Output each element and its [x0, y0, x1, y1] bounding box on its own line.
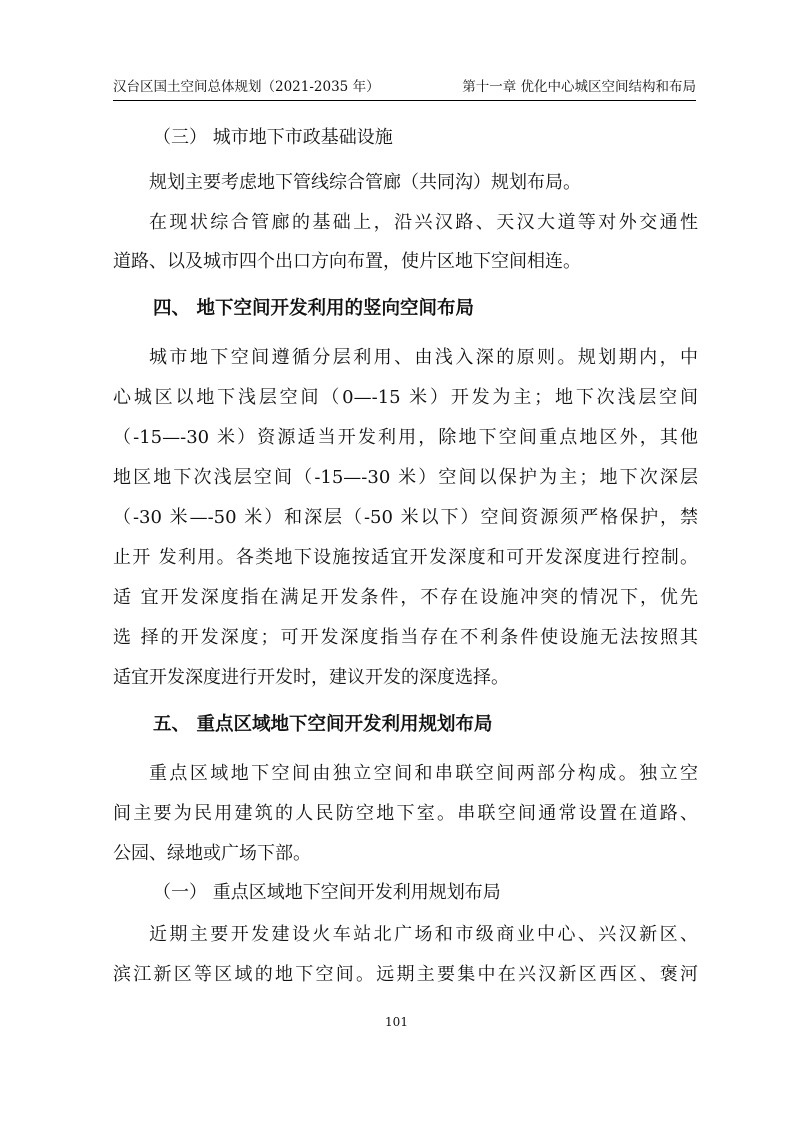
section-heading-vertical-layout: 四、 地下空间开发利用的竖向空间布局: [153, 298, 474, 319]
paragraph-line: 适 宜开发深度指在满足开发条件，不存在设施冲突的情况下，优先: [113, 587, 698, 608]
paragraph-line: 城市地下空间遵循分层利用、由浅入深的原则。规划期内，中: [149, 347, 698, 368]
paragraph-line: 间主要为民用建筑的人民防空地下室。串联空间通常设置在道路、: [113, 803, 698, 824]
section-heading-municipal-infrastructure: （三） 城市地下市政基础设施: [153, 127, 393, 148]
paragraph-line: （-30 米—-50 米）和深层（-50 米以下）空间资源须严格保护，禁: [113, 507, 698, 528]
subsection-heading-key-areas-layout: （一） 重点区域地下空间开发利用规划布局: [153, 882, 501, 903]
paragraph-line: 道路、以及城市四个出口方向布置，使片区地下空间相连。: [113, 251, 581, 272]
paragraph-line: 适宜开发深度进行开发时，建议开发的深度选择。: [113, 667, 509, 688]
paragraph-line: 选 择的开发深度；可开发深度指当存在不利条件使设施无法按照其: [113, 627, 698, 648]
paragraph-line: 近期主要开发建设火车站北广场和市级商业中心、兴汉新区、: [149, 924, 698, 945]
paragraph-line: 规划主要考虑地下管线综合管廊（共同沟）规划布局。: [149, 172, 581, 193]
paragraph-line: 地区地下次浅层空间（-15—-30 米）空间以保护为主；地下次深层: [113, 467, 698, 488]
paragraph-line: （-15—-30 米）资源适当开发利用，除地下空间重点地区外，其他: [113, 427, 698, 448]
paragraph-line: 滨江新区等区域的地下空间。远期主要集中在兴汉新区西区、褒河: [113, 964, 698, 985]
page-number: 101: [385, 1015, 408, 1029]
section-heading-key-areas: 五、 重点区域地下空间开发利用规划布局: [153, 714, 493, 735]
header-chapter-title: 第十一章 优化中心城区空间结构和布局: [462, 79, 696, 95]
paragraph-line: 公园、绿地或广场下部。: [113, 843, 311, 864]
paragraph-line: 心城区以地下浅层空间（0—-15 米）开发为主；地下次浅层空间: [113, 387, 698, 408]
page-header: [113, 76, 696, 101]
paragraph-line: 重点区域地下空间由独立空间和串联空间两部分构成。独立空: [149, 763, 698, 784]
header-document-title: 汉台区国土空间总体规划（2021-2035 年）: [113, 79, 380, 95]
paragraph-line: 在现状综合管廊的基础上，沿兴汉路、天汉大道等对外交通性: [149, 212, 698, 233]
paragraph-line: 止开 发利用。各类地下设施按适宜开发深度和可开发深度进行控制。: [113, 547, 698, 568]
